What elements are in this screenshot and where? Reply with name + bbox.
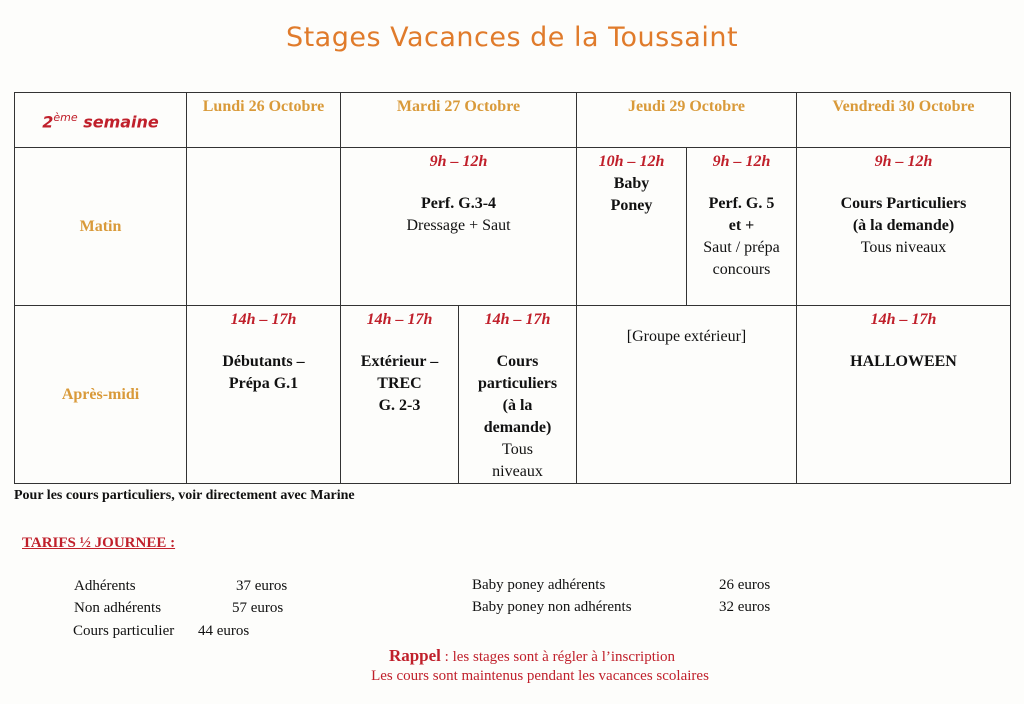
row-label-morning: Matin xyxy=(15,148,187,306)
cell-lundi-afternoon xyxy=(187,306,341,484)
course-detail: Dressage + Saut xyxy=(406,217,511,234)
price-label: Baby poney adhérents xyxy=(472,577,606,593)
course-title: et + xyxy=(728,217,755,234)
note-text: Pour les cours particuliers, voir directement avec Marine xyxy=(14,488,355,503)
course-title: HALLOWEEN xyxy=(850,353,957,370)
day-header-vendredi: Vendredi 30 Octobre xyxy=(797,93,1011,148)
course-detail: Saut / prépa xyxy=(703,239,780,256)
course-detail: Tous niveaux xyxy=(860,239,947,256)
course-title: Perf. G. 5 xyxy=(708,195,775,212)
time-label: 10h – 12h xyxy=(598,153,665,170)
tarifs-title: TARIFS ½ JOURNEE : xyxy=(22,535,176,551)
cell-jeudi-morning-perf xyxy=(687,148,797,306)
morning-row xyxy=(15,148,1011,306)
price-label: Cours particulier xyxy=(73,623,175,639)
cell-jeudi-afternoon xyxy=(577,306,797,484)
course-title: demande) xyxy=(483,419,552,436)
course-title: (à la demande) xyxy=(852,217,955,234)
rappel-bold: Rappel xyxy=(388,646,441,665)
rappel-line-2: Les cours sont maintenus pendant les vacances scolaires xyxy=(371,668,709,684)
rappel-line xyxy=(0,646,1024,666)
course-title: G. 2-3 xyxy=(378,397,421,414)
week-label: 2ème semaine xyxy=(15,93,187,148)
course-title: Perf. G.3-4 xyxy=(420,195,497,212)
cell-jeudi-morning-baby xyxy=(577,148,687,306)
cell-vendredi-afternoon xyxy=(797,306,1011,484)
course-title: Cours xyxy=(496,353,539,370)
time-label: 14h – 17h xyxy=(366,311,433,328)
price-label: Baby poney non adhérents xyxy=(472,599,632,615)
row-label-afternoon: Après-midi xyxy=(15,306,187,484)
course-title: particuliers xyxy=(477,375,558,392)
cell-mardi-afternoon-particuliers xyxy=(459,306,577,484)
cell-mardi-afternoon-trec xyxy=(341,306,459,484)
course-title: Prépa G.1 xyxy=(228,375,299,392)
time-label: 14h – 17h xyxy=(484,311,551,328)
price-value: 32 euros xyxy=(719,599,771,615)
time-label: 14h – 17h xyxy=(870,311,937,328)
course-detail: concours xyxy=(712,261,771,278)
cell-lundi-morning xyxy=(187,148,341,306)
rappel-text: : les stages sont à régler à l’inscription xyxy=(440,649,676,665)
afternoon-row xyxy=(15,306,1011,484)
time-label: 9h – 12h xyxy=(874,153,933,170)
course-title: Poney xyxy=(610,197,653,214)
course-title: (à la xyxy=(502,397,533,414)
time-label: 9h – 12h xyxy=(712,153,771,170)
schedule-table xyxy=(14,92,1011,484)
course-detail: niveaux xyxy=(492,463,543,480)
price-value: 37 euros xyxy=(236,578,288,594)
time-label: 9h – 12h xyxy=(429,153,488,170)
page-title: Stages Vacances de la Toussaint xyxy=(285,22,739,53)
day-header-mardi: Mardi 27 Octobre xyxy=(341,93,577,148)
price-value: 44 euros xyxy=(198,623,250,639)
price-label: Non adhérents xyxy=(74,600,162,616)
day-header-lundi: Lundi 26 Octobre xyxy=(187,93,341,148)
cell-mardi-morning xyxy=(341,148,577,306)
course-title: TREC xyxy=(377,375,422,392)
time-label: 14h – 17h xyxy=(230,311,297,328)
price-value: 26 euros xyxy=(719,577,771,593)
day-header-jeudi: Jeudi 29 Octobre xyxy=(577,93,797,148)
price-value: 57 euros xyxy=(232,600,284,616)
course-title: Débutants – xyxy=(222,353,305,370)
cell-vendredi-morning xyxy=(797,148,1011,306)
course-detail: Tous xyxy=(502,441,533,458)
course-title: Extérieur – xyxy=(360,353,439,370)
course-title: Baby xyxy=(613,175,650,192)
course-title: Cours Particuliers xyxy=(840,195,967,212)
header-row xyxy=(15,93,1011,148)
price-label: Adhérents xyxy=(74,578,136,594)
course-detail: [Groupe extérieur] xyxy=(626,328,747,345)
